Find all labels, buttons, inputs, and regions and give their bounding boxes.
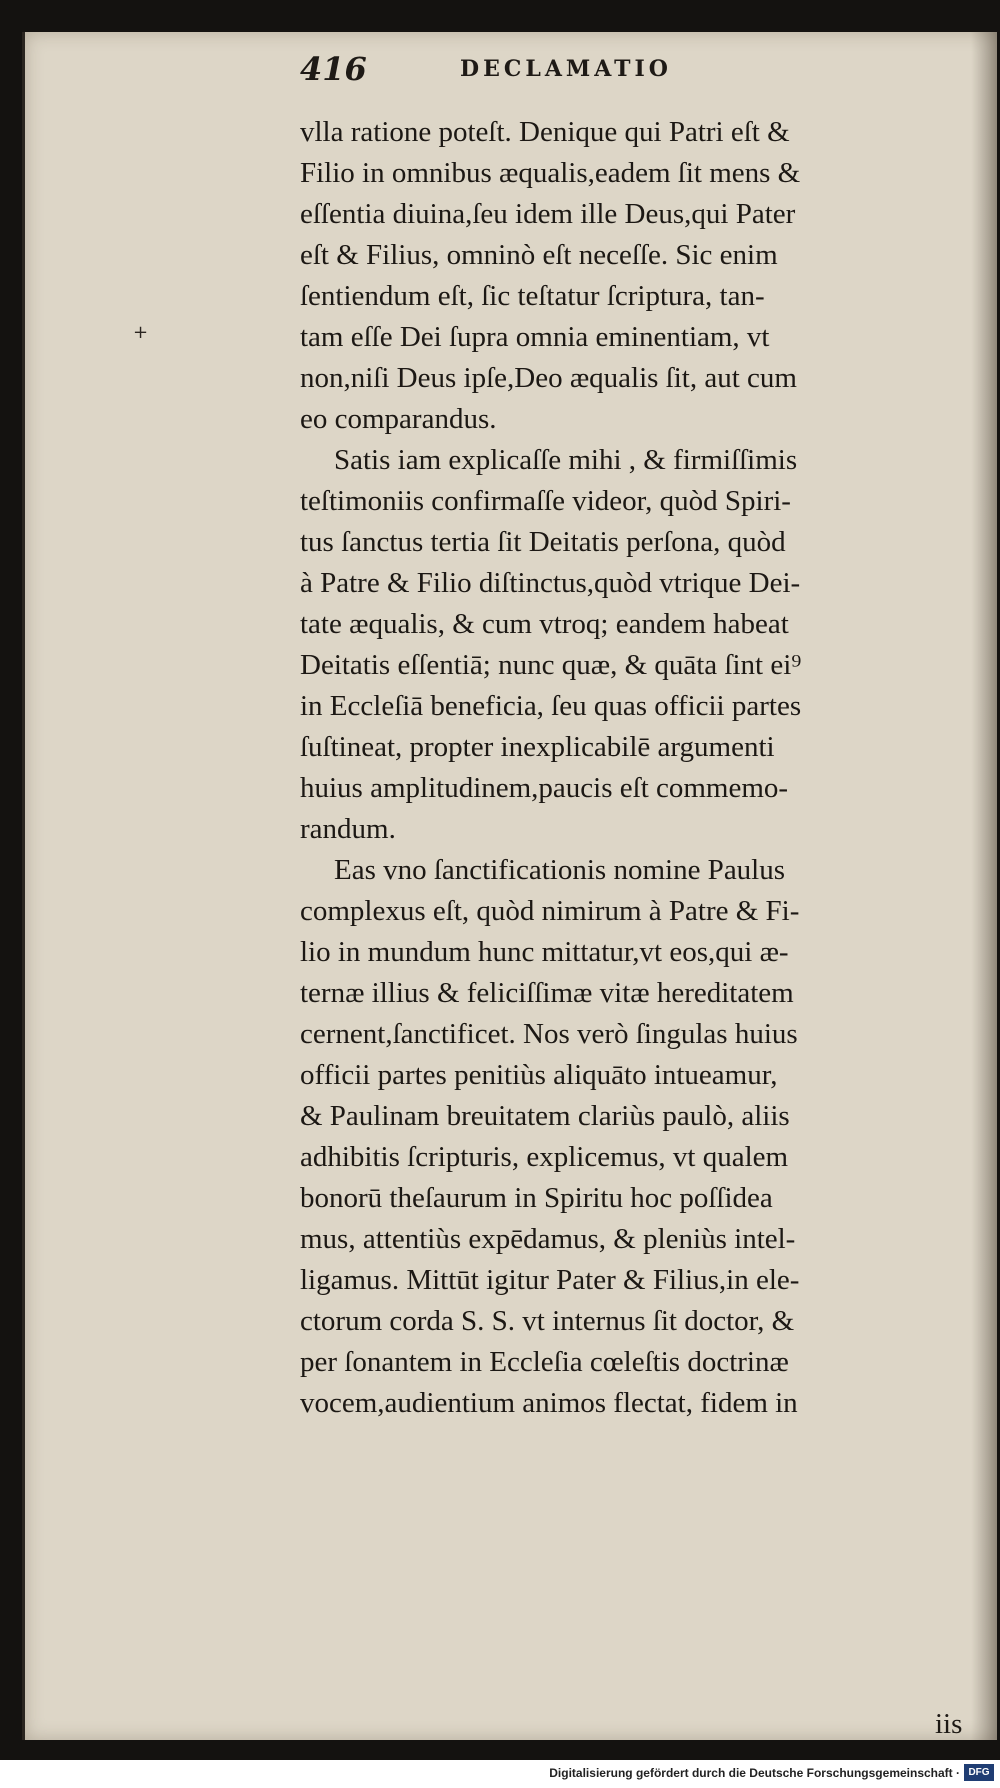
footer-credit: Digitalisierung gefördert durch die Deutsche Forschungsgemeinschaft · [549, 1766, 960, 1780]
running-title: DECLAMATIO [460, 56, 672, 82]
text-line: teſtimoniis confirmaſſe videor, quòd Spiri- [300, 485, 791, 517]
text-line: complexus eſt, quòd nimirum à Patre & Fi- [300, 895, 800, 927]
text-line: randum. [300, 813, 396, 845]
text-line: tus ſanctus tertia ſit Deitatis perſona, quòd [300, 526, 786, 558]
text-line: non,niſi Deus ipſe,Deo æqualis ſit, aut cum [300, 362, 797, 394]
text-line: eſſentia diuina,ſeu idem ille Deus,qui Pater [300, 198, 796, 230]
text-line: per ſonantem in Eccleſia cœleſtis doctrinæ [300, 1346, 789, 1378]
text-line: bonorū theſaurum in Spiritu hoc poſſidea [300, 1182, 773, 1214]
text-line: tate æqualis, & cum vtroq; eandem habeat [300, 608, 789, 640]
text-line: Eas vno ſanctificationis nomine Paulus [334, 854, 786, 886]
text-line: ctorum corda S. S. vt internus ſit doctor, & [300, 1305, 795, 1337]
text-line: ſentiendum eſt, ſic teſtatur ſcriptura, tan- [300, 280, 765, 312]
text-line: huius amplitudinem,paucis eſt commemo- [300, 772, 789, 804]
margin-mark: + [133, 322, 149, 343]
page-number: 416 [300, 50, 367, 88]
dfg-logo-icon: DFG [964, 1764, 994, 1781]
text-line: ſuſtineat, propter inexplicabilē argumenti [300, 731, 775, 763]
text-line: Filio in omnibus æqualis,eadem ſit mens & [300, 157, 801, 189]
text-line: cernent,ſanctificet. Nos verò ſingulas huius [300, 1018, 798, 1050]
text-line: & Paulinam breuitatem clariùs paulò, aliis [300, 1100, 790, 1132]
text-line: vlla ratione poteſt. Denique qui Patri eſt & [300, 116, 790, 148]
text-line: ligamus. Mittūt igitur Pater & Filius,in ele- [300, 1264, 800, 1296]
text-line: mus, attentiùs expēdamus, & pleniùs intel- [300, 1223, 796, 1255]
text-line: eſt & Filius, omninò eſt neceſſe. Sic enim [300, 239, 778, 271]
text-line: lio in mundum hunc mittatur,vt eos,qui æ- [300, 936, 789, 968]
text-line: Satis iam explicaſſe mihi , & firmiſſimis [334, 444, 798, 476]
text-line: vocem,audientium animos flectat, fidem in [300, 1387, 798, 1419]
body-text [300, 112, 990, 1424]
running-head [300, 50, 770, 100]
text-line: Deitatis eſſentiā; nunc quæ, & quāta ſint ei⁹ [300, 649, 802, 681]
text-line: tam eſſe Dei ſupra omnia eminentiam, vt [300, 321, 770, 353]
digitization-footer [0, 1760, 1000, 1788]
text-line: in Eccleſiā beneficia, ſeu quas officii partes [300, 690, 802, 722]
text-line: eo comparandus. [300, 403, 497, 435]
text-line: officii partes penitiùs aliquāto intueamur, [300, 1059, 778, 1091]
text-line: à Patre & Filio diſtinctus,quòd vtrique Dei- [300, 567, 801, 599]
text-line: ternæ illius & feliciſſimæ vitæ hereditatem [300, 977, 794, 1009]
catchword: iis [935, 1708, 963, 1740]
text-line: adhibitis ſcripturis, explicemus, vt qualem [300, 1141, 789, 1173]
